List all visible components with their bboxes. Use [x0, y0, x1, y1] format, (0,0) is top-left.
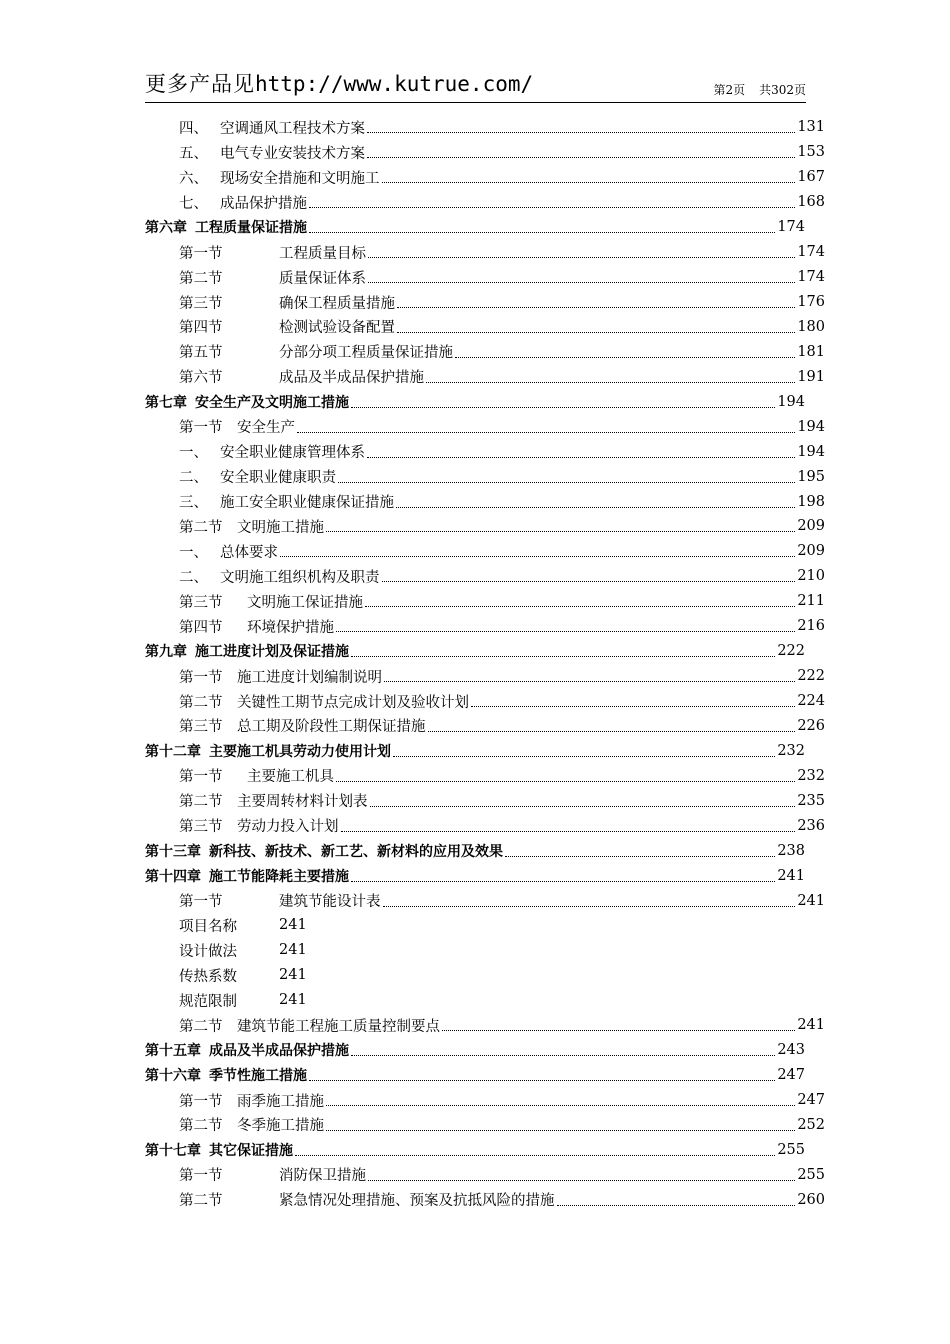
toc-leader-dots — [341, 830, 796, 832]
toc-title: 电气专业安装技术方案 — [220, 145, 365, 162]
toc-number: 第三节 — [179, 819, 223, 836]
toc-chapter[interactable] — [145, 1038, 825, 1063]
toc-number: 第二节 — [179, 794, 223, 811]
toc-number: 第二节 — [179, 519, 223, 536]
toc-title: 传热系数 — [179, 968, 237, 985]
toc-entry[interactable] — [145, 714, 825, 739]
toc-leader-dots — [351, 1054, 775, 1056]
toc-number: 第六节 — [179, 370, 223, 387]
toc-title: 关键性工期节点完成计划及验收计划 — [237, 694, 469, 711]
toc-page-number: 241 — [279, 917, 307, 934]
toc-number: 第二节 — [179, 1118, 223, 1135]
toc-title: 工程质量保证措施 — [195, 220, 307, 237]
toc-number: 第一节 — [179, 1093, 223, 1110]
toc-entry[interactable] — [145, 963, 825, 988]
header-page-info — [713, 81, 806, 98]
toc-title: 主要施工机具劳动力使用计划 — [209, 743, 391, 760]
toc-number: 第一节 — [179, 769, 223, 786]
toc-number: 五、 — [179, 145, 208, 162]
toc-leader-dots — [397, 331, 795, 333]
toc-title: 冬季施工措施 — [237, 1118, 324, 1135]
toc-entry[interactable] — [145, 115, 825, 140]
toc-entry[interactable] — [145, 439, 825, 464]
toc-number: 第三节 — [179, 295, 223, 312]
toc-entry[interactable] — [145, 1113, 825, 1138]
toc-leader-dots — [365, 605, 795, 607]
toc-title: 环境保护措施 — [247, 619, 334, 636]
toc-page-number: 174 — [777, 219, 805, 236]
toc-entry[interactable] — [145, 1013, 825, 1038]
toc-title: 文明施工组织机构及职责 — [220, 569, 380, 586]
toc-page-number: 176 — [797, 294, 825, 311]
toc-leader-dots — [384, 680, 795, 682]
toc-number: 第三节 — [179, 594, 223, 611]
toc-title: 安全生产及文明施工措施 — [195, 394, 349, 411]
toc-leader-dots — [455, 356, 795, 358]
toc-title: 工程质量目标 — [279, 245, 366, 262]
toc-page-number: 180 — [797, 318, 825, 335]
toc-number: 第一节 — [179, 894, 223, 911]
toc-page-number: 241 — [797, 892, 825, 909]
toc-entry[interactable] — [145, 1162, 825, 1187]
toc-page-number: 209 — [797, 518, 825, 535]
toc-title: 施工节能降耗主要措施 — [209, 868, 349, 885]
toc-entry[interactable] — [145, 489, 825, 514]
toc-title: 其它保证措施 — [209, 1142, 293, 1159]
toc-page-number: 247 — [797, 1092, 825, 1109]
toc-page-number: 252 — [797, 1116, 825, 1133]
toc-number: 第九章 — [145, 644, 187, 661]
toc-page-number: 216 — [797, 618, 825, 635]
toc-leader-dots — [442, 1029, 795, 1031]
toc-title: 总体要求 — [220, 544, 278, 561]
toc-title: 总工期及阶段性工期保证措施 — [237, 719, 426, 736]
toc-number: 二、 — [179, 470, 208, 487]
toc-title: 安全生产 — [237, 420, 295, 437]
toc-number: 七、 — [179, 195, 208, 212]
header-site — [145, 68, 533, 98]
toc-title: 消防保卫措施 — [279, 1168, 366, 1185]
toc-page-number: 241 — [777, 867, 805, 884]
toc-page-number: 168 — [797, 194, 825, 211]
toc-leader-dots — [428, 730, 796, 732]
toc-title: 主要施工机具 — [247, 769, 334, 786]
toc-page-number: 174 — [797, 269, 825, 286]
toc-page-number: 255 — [797, 1166, 825, 1183]
toc-leader-dots — [393, 755, 775, 757]
toc-title: 项目名称 — [179, 918, 237, 935]
toc-leader-dots — [309, 206, 795, 208]
toc-number: 第十七章 — [145, 1142, 201, 1159]
toc-leader-dots — [351, 655, 775, 657]
toc-entry[interactable] — [145, 464, 825, 489]
toc-number: 一、 — [179, 544, 208, 561]
toc-entry[interactable] — [145, 190, 825, 215]
toc-chapter[interactable] — [145, 215, 825, 240]
toc-number: 第七章 — [145, 394, 187, 411]
toc-title: 确保工程质量措施 — [279, 295, 395, 312]
header-prefix: 更多产品见 — [145, 72, 255, 96]
toc-number: 第一节 — [179, 245, 223, 262]
toc-number: 第二节 — [179, 270, 223, 287]
toc-entry[interactable] — [145, 813, 825, 838]
toc-page-number: 181 — [797, 343, 825, 360]
toc-chapter[interactable] — [145, 639, 825, 664]
toc-page-number: 236 — [797, 817, 825, 834]
toc-page-number: 222 — [797, 668, 825, 685]
toc-page-number: 198 — [797, 493, 825, 510]
toc-title: 施工安全职业健康保证措施 — [220, 495, 394, 512]
toc-title: 季节性施工措施 — [209, 1068, 307, 1085]
toc-leader-dots — [367, 156, 795, 158]
toc-number: 第一节 — [179, 420, 223, 437]
toc-page-number: 167 — [797, 169, 825, 186]
toc-number: 二、 — [179, 569, 208, 586]
toc-title: 建筑节能设计表 — [279, 894, 381, 911]
toc-title: 现场安全措施和文明施工 — [220, 170, 380, 187]
toc-number: 第一节 — [179, 1168, 223, 1185]
header-total-pages: 共302页 — [759, 83, 806, 97]
toc-number: 第二节 — [179, 1018, 223, 1035]
toc-title: 雨季施工措施 — [237, 1093, 324, 1110]
toc-leader-dots — [326, 1104, 795, 1106]
toc-title: 施工进度计划及保证措施 — [195, 644, 349, 661]
toc-title: 检测试验设备配置 — [279, 320, 395, 337]
toc-page-number: 241 — [797, 1017, 825, 1034]
toc-title: 设计做法 — [179, 943, 237, 960]
toc-title: 安全职业健康职责 — [220, 470, 336, 487]
toc-page-number: 232 — [797, 767, 825, 784]
toc-leader-dots — [382, 580, 796, 582]
toc-leader-dots — [397, 306, 795, 308]
toc-leader-dots — [326, 1129, 795, 1131]
toc-chapter[interactable] — [145, 1063, 825, 1088]
toc-title: 安全职业健康管理体系 — [220, 445, 365, 462]
toc-number: 第二节 — [179, 694, 223, 711]
toc-leader-dots — [396, 506, 795, 508]
toc-page-number: 194 — [797, 418, 825, 435]
toc-number: 第六章 — [145, 220, 187, 237]
toc-chapter[interactable] — [145, 738, 825, 763]
toc-title: 新科技、新技术、新工艺、新材料的应用及效果 — [209, 843, 503, 860]
toc-leader-dots — [309, 231, 775, 233]
toc-leader-dots — [471, 705, 795, 707]
toc-leader-dots — [351, 406, 775, 408]
toc-entry[interactable] — [145, 988, 825, 1013]
toc-leader-dots — [295, 1154, 775, 1156]
toc-title: 成品保护措施 — [220, 195, 307, 212]
toc-title: 空调通风工程技术方案 — [220, 120, 365, 137]
toc-title: 施工进度计划编制说明 — [237, 669, 382, 686]
toc-number: 第四节 — [179, 320, 223, 337]
toc-number: 第一节 — [179, 669, 223, 686]
toc-page-number: 243 — [777, 1042, 805, 1059]
toc-chapter[interactable] — [145, 389, 825, 414]
toc-number: 一、 — [179, 445, 208, 462]
toc-leader-dots — [426, 381, 795, 383]
toc-entry[interactable] — [145, 689, 825, 714]
toc-page-number: 226 — [797, 717, 825, 734]
toc-number: 第三节 — [179, 719, 223, 736]
toc-page-number: 235 — [797, 792, 825, 809]
toc-page-number: 222 — [777, 643, 805, 660]
toc-chapter[interactable] — [145, 863, 825, 888]
toc-title: 成品及半成品保护措施 — [209, 1043, 349, 1060]
toc-page-number: 238 — [777, 842, 805, 859]
toc-page-number: 211 — [797, 593, 825, 610]
toc-leader-dots — [368, 281, 795, 283]
toc-page-number: 241 — [279, 942, 307, 959]
toc-number: 第四节 — [179, 619, 223, 636]
toc-page-number: 194 — [777, 393, 805, 410]
toc-page-number: 195 — [797, 468, 825, 485]
toc-entry[interactable] — [145, 539, 825, 564]
toc-entry[interactable] — [145, 364, 825, 389]
toc-title: 质量保证体系 — [279, 270, 366, 287]
toc-chapter[interactable] — [145, 1137, 825, 1162]
toc-leader-dots — [367, 456, 795, 458]
toc-entry[interactable] — [145, 339, 825, 364]
toc-chapter[interactable] — [145, 838, 825, 863]
toc-entry[interactable] — [145, 664, 825, 689]
page-header — [145, 68, 806, 103]
toc-entry[interactable] — [145, 1187, 825, 1212]
toc-page-number: 241 — [279, 992, 307, 1009]
header-url[interactable]: http://www.kutrue.com/ — [255, 72, 534, 96]
toc-page-number: 224 — [797, 693, 825, 710]
toc-entry[interactable] — [145, 938, 825, 963]
toc-page-number: 153 — [797, 144, 825, 161]
toc-leader-dots — [297, 431, 795, 433]
toc-entry[interactable] — [145, 514, 825, 539]
toc-leader-dots — [309, 1079, 775, 1081]
toc-page-number: 210 — [797, 568, 825, 585]
toc-number: 第二节 — [179, 1193, 223, 1210]
toc-leader-dots — [368, 1179, 795, 1181]
toc-leader-dots — [367, 131, 795, 133]
table-of-contents — [145, 115, 825, 1212]
toc-entry[interactable] — [145, 315, 825, 340]
toc-entry[interactable] — [145, 564, 825, 589]
toc-leader-dots — [338, 481, 795, 483]
toc-title: 紧急情况处理措施、预案及抗抵风险的措施 — [279, 1193, 555, 1210]
toc-entry[interactable] — [145, 788, 825, 813]
toc-entry[interactable] — [145, 140, 825, 165]
toc-entry[interactable] — [145, 888, 825, 913]
toc-title: 文明施工措施 — [237, 519, 324, 536]
toc-leader-dots — [336, 780, 795, 782]
toc-leader-dots — [382, 181, 796, 183]
toc-page-number: 131 — [797, 119, 825, 136]
toc-number: 第十二章 — [145, 743, 201, 760]
toc-leader-dots — [351, 880, 775, 882]
toc-title: 主要周转材料计划表 — [237, 794, 368, 811]
toc-number: 第十五章 — [145, 1043, 201, 1060]
toc-leader-dots — [336, 630, 795, 632]
toc-page-number: 260 — [797, 1191, 825, 1208]
toc-entry[interactable] — [145, 589, 825, 614]
toc-page-number: 191 — [797, 368, 825, 385]
toc-entry[interactable] — [145, 763, 825, 788]
toc-title: 分部分项工程质量保证措施 — [279, 345, 453, 362]
toc-title: 文明施工保证措施 — [247, 594, 363, 611]
toc-number: 四、 — [179, 120, 208, 137]
toc-leader-dots — [368, 256, 795, 258]
toc-entry[interactable] — [145, 614, 825, 639]
toc-page-number: 174 — [797, 244, 825, 261]
toc-number: 第十六章 — [145, 1068, 201, 1085]
toc-number: 第五节 — [179, 345, 223, 362]
toc-leader-dots — [557, 1204, 796, 1206]
toc-title: 建筑节能工程施工质量控制要点 — [237, 1018, 440, 1035]
toc-page-number: 255 — [777, 1141, 805, 1158]
toc-entry[interactable] — [145, 165, 825, 190]
toc-number: 第十四章 — [145, 868, 201, 885]
toc-page-number: 247 — [777, 1067, 805, 1084]
toc-leader-dots — [280, 555, 795, 557]
toc-entry[interactable] — [145, 240, 825, 265]
toc-page-number: 209 — [797, 543, 825, 560]
toc-entry[interactable] — [145, 1088, 825, 1113]
toc-entry[interactable] — [145, 290, 825, 315]
header-page-number: 第2页 — [713, 83, 746, 97]
toc-page-number: 241 — [279, 967, 307, 984]
toc-number: 六、 — [179, 170, 208, 187]
toc-entry[interactable] — [145, 265, 825, 290]
toc-page-number: 194 — [797, 443, 825, 460]
toc-title: 成品及半成品保护措施 — [279, 370, 424, 387]
toc-title: 规范限制 — [179, 993, 237, 1010]
toc-page-number: 232 — [777, 742, 805, 759]
toc-entry[interactable] — [145, 913, 825, 938]
toc-number: 三、 — [179, 495, 208, 512]
toc-leader-dots — [326, 530, 795, 532]
toc-leader-dots — [505, 855, 775, 857]
toc-entry[interactable] — [145, 414, 825, 439]
toc-leader-dots — [370, 805, 796, 807]
toc-leader-dots — [383, 905, 796, 907]
toc-title: 劳动力投入计划 — [237, 819, 339, 836]
toc-number: 第十三章 — [145, 843, 201, 860]
